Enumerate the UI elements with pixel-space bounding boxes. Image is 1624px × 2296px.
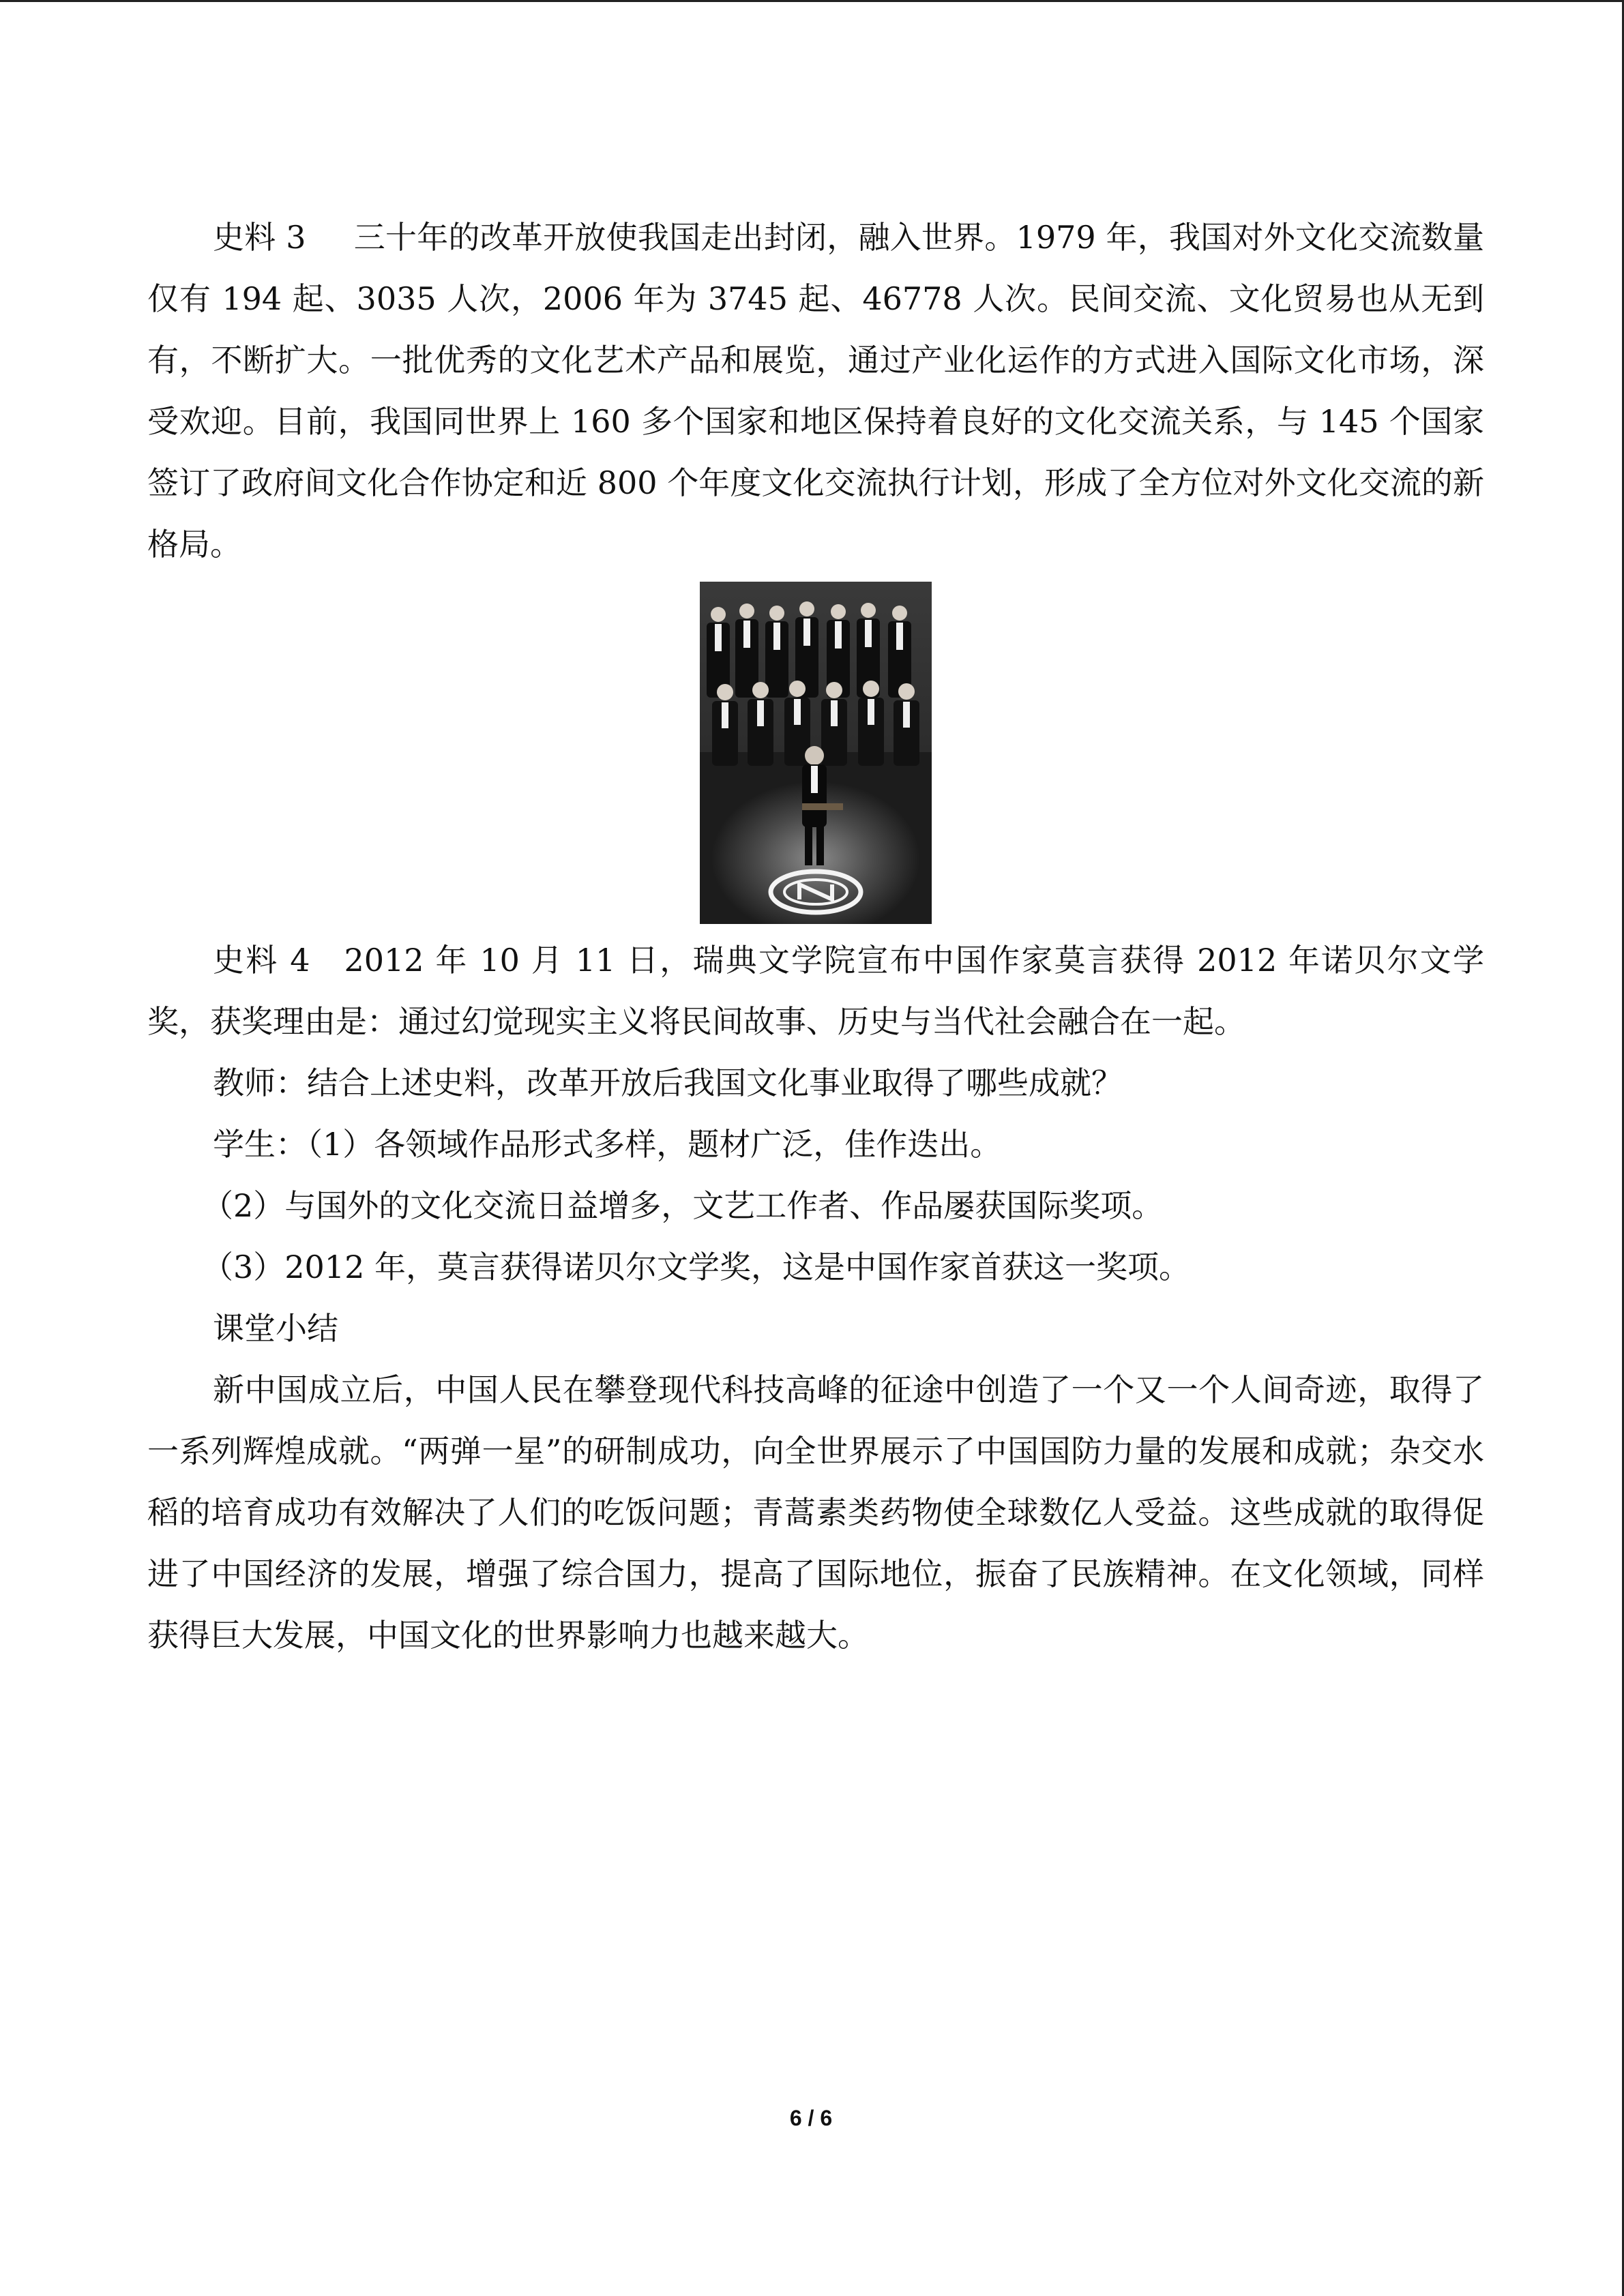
material-4-paragraph [147,929,1484,1052]
nobel-ceremony-photo [700,582,932,924]
material-3-paragraph [147,207,1484,575]
student-answer-3: （3）2012 年，莫言获得诺贝尔文学奖，这是中国作家首获这一奖项。 [202,1249,1190,1285]
material-3-text: 三十年的改革开放使我国走出封闭，融入世界。1979 年，我国对外文化交流数量仅有 194 起、3035 人次，2006 年为 3745 起、46778 人次。民间交流、文化贸易也从无到有，不断扩大。一批优秀的文化艺术产品和展览，通过产业化运作的方式进入国际文化市场，深受欢迎。目前，我国同世界上 160 多个国家和地区保持着良好的文化交流关系，与 145 个国家签订了政府间文化合作协定和近 800 个年度文化交流执行计划，形成了全方位对外文化交流的新格局。 [147,219,1484,563]
page-number: 6 / 6 [789,2106,833,2130]
material-4-text: 2012 年 10 月 11 日，瑞典文学院宣布中国作家莫言获得 2012 年诺贝尔文学奖，获奖理由是：通过幻觉现实主义将民间故事、历史与当代社会融合在一起。 [147,942,1484,1040]
teacher-question: 教师：结合上述史料，改革开放后我国文化事业取得了哪些成就？ [213,1064,1123,1101]
material-4-label: 史料 4 [213,942,310,979]
summary-paragraph: 新中国成立后，中国人民在攀登现代科技高峰的征途中创造了一个又一个人间奇迹，取得了一系列辉煌成就。“两弹一星”的研制成功，向全世界展示了中国国防力量的发展和成就；杂交水稻的培育成功有效解决了人们的吃饭问题；青蒿素类药物使全球数亿人受益。这些成就的取得促进了中国经济的发展，增强了综合国力，提高了国际地位，振奋了民族精神。在文化领域，同样获得巨大发展，中国文化的世界影响力也越来越大。 [147,1371,1484,1654]
summary-heading: 课堂小结 [213,1310,338,1347]
student-answer-2: （2）与国外的文化交流日益增多，文艺工作者、作品屡获国际奖项。 [202,1187,1164,1224]
material-3-label: 史料 3 [213,219,306,256]
student-answer-1: 学生：（1）各领域作品形式多样，题材广泛，佳作迭出。 [213,1126,1002,1163]
document-body [147,207,1484,1666]
